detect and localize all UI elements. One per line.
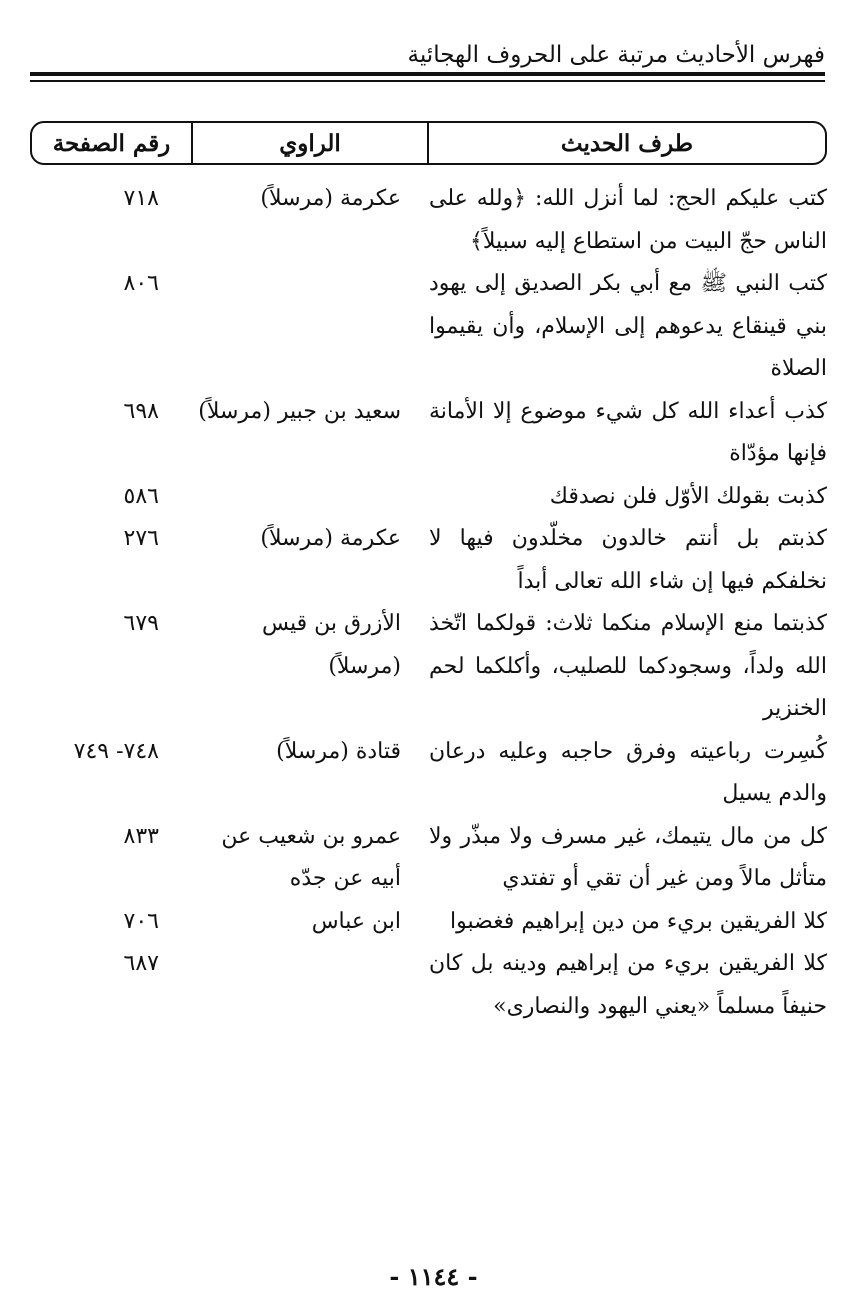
page-number: - ١١٤٤ - bbox=[389, 1262, 478, 1291]
page-ref-cell: ٧٤٨- ٧٤٩ bbox=[73, 738, 159, 764]
page-ref-cell: ٦٨٧ bbox=[123, 951, 159, 976]
table-row bbox=[30, 178, 827, 263]
table-row bbox=[30, 518, 827, 603]
hadith-cell: كتب النبي ﷺ مع أبي بكر الصديق إلى يهود بني قينقاع يدعوهم إلى الإسلام، وأن يقيموا الصلاة bbox=[429, 271, 827, 381]
page-ref-cell: ٥٨٦ bbox=[123, 483, 159, 509]
page-ref-cell: ٨٣٣ bbox=[123, 823, 159, 849]
narrator-cell: قتادة (مرسلاً) bbox=[276, 738, 401, 764]
narrator-cell: عكرمة (مرسلاً) bbox=[260, 186, 401, 211]
table-row bbox=[30, 476, 827, 519]
narrator-cell bbox=[193, 263, 429, 391]
table-row bbox=[30, 263, 827, 391]
hadith-cell: كذبت بقولك الأوّل فلن نصدقك bbox=[549, 483, 827, 509]
header-rule-thin bbox=[30, 80, 825, 82]
hadith-cell: كُسِرت رباعيته وفرق حاجبه وعليه درعان والدم يسيل bbox=[429, 738, 827, 806]
narrator-cell bbox=[193, 943, 429, 1028]
narrator-cell: عمرو بن شعيب عن أبيه عن جدّه bbox=[221, 823, 401, 891]
page-ref-cell: ٧٠٦ bbox=[123, 908, 159, 934]
table-row bbox=[30, 943, 827, 1028]
table-header bbox=[30, 121, 827, 165]
narrator-cell: الأزرق بن قيس (مرسلاً) bbox=[261, 611, 401, 679]
hadith-cell: كذبتم بل أنتم خالدون مخلّدون فيها لا نخلفكم فيها إن شاء الله تعالى أبداً bbox=[429, 526, 827, 594]
index-table-body bbox=[30, 178, 827, 1028]
page-ref-cell: ٢٧٦ bbox=[123, 526, 159, 551]
table-row bbox=[30, 731, 827, 816]
column-header-page: رقم الصفحة bbox=[52, 129, 171, 157]
table-row bbox=[30, 901, 827, 944]
hadith-cell: كلا الفريقين بريء من إبراهيم ودينه بل كان حنيفاً مسلماً «يعني اليهود والنصارى» bbox=[429, 951, 827, 1019]
hadith-cell: كلا الفريقين بريء من دين إبراهيم فغضبوا bbox=[450, 908, 827, 934]
page-ref-cell: ٦٩٨ bbox=[123, 398, 159, 424]
column-header-narrator: الراوي bbox=[191, 123, 427, 163]
table-row bbox=[30, 391, 827, 476]
header-rule-thick bbox=[30, 72, 825, 76]
page-ref-cell: ٨٠٦ bbox=[123, 271, 159, 296]
table-row bbox=[30, 603, 827, 731]
narrator-cell: عكرمة (مرسلاً) bbox=[260, 526, 401, 551]
running-title: فهرس الأحاديث مرتبة على الحروف الهجائية bbox=[407, 42, 825, 68]
hadith-cell: كذب أعداء الله كل شيء موضوع إلا الأمانة فإنها مؤدّاة bbox=[429, 398, 827, 466]
page-ref-cell: ٧١٨ bbox=[123, 186, 159, 211]
hadith-cell: كل من مال يتيمك، غير مسرف ولا مبذّر ولا متأثل مالاً ومن غير أن تقي أو تفتدي bbox=[429, 823, 827, 891]
table-row bbox=[30, 816, 827, 901]
column-header-hadith: طرف الحديث bbox=[427, 123, 825, 163]
narrator-cell bbox=[193, 476, 429, 519]
hadith-cell: كتب عليكم الحج: لما أنزل الله: ﴿ولله على الناس حجّ البيت من استطاع إليه سبيلاً﴾ bbox=[429, 186, 827, 254]
narrator-cell: سعيد بن جبير (مرسلاً) bbox=[198, 398, 401, 424]
hadith-cell: كذبتما منع الإسلام منكما ثلاث: قولكما اتّخذ الله ولداً، وسجودكما للصليب، وأكلكما لحم الخنزير bbox=[429, 611, 827, 721]
page-ref-cell: ٦٧٩ bbox=[123, 611, 159, 636]
narrator-cell: ابن عباس bbox=[311, 908, 401, 934]
